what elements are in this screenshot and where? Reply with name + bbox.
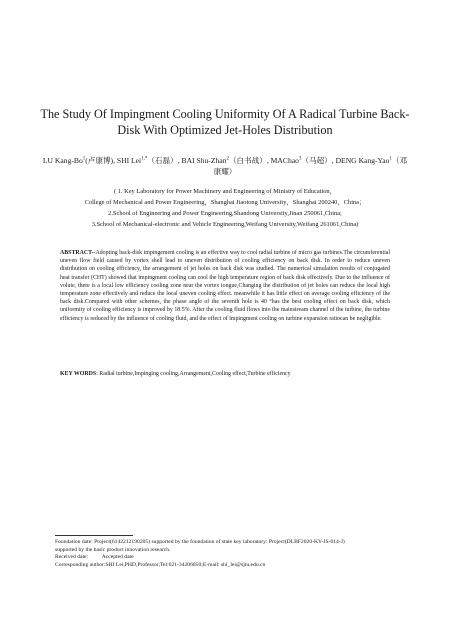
footnote-line: Corresponding author:SHI Lei,PHD,Professor;Tel:021-34206850;E-mail: shi_lei@sjtu.edu.cn bbox=[55, 561, 266, 568]
affiliations bbox=[40, 186, 410, 230]
abstract bbox=[60, 249, 390, 323]
footnotes bbox=[55, 539, 400, 569]
footnote-line: Foundation date: Project(6142212190205) supported by the foundation of state key laboratory: Project(DLBF2020-KY-JS-014-J) bbox=[55, 539, 345, 545]
author: SHI Lei$^{1,*}$（石磊）, bbox=[116, 156, 182, 165]
keywords bbox=[60, 370, 390, 378]
affiliation-line: 3.School of Mechanical-electronic and Vehicle Engineering,Weifang University,Weifang 261061,China) bbox=[91, 221, 359, 228]
keywords-text: : Radial turbine,Impinging cooling,Arrangement,Cooling effect,Turbine efficiency bbox=[96, 371, 291, 377]
keywords-label: KEY WORDS bbox=[60, 371, 97, 377]
abstract-label: ABSTRACT-- bbox=[60, 250, 96, 256]
affiliation-line: College of Mechanical and Power Engineering，Shanghai Jiaotong University，Shanghai 200240，China； bbox=[84, 199, 366, 206]
author: DENG Kang-Yao$^1$（邓康耀） bbox=[213, 156, 408, 176]
author-list bbox=[40, 155, 410, 177]
affiliation-line: ( 1. Key Laboratory for Power Machinery and Engineering of Ministry of Education， bbox=[113, 188, 336, 195]
abstract-text: Adopting back-disk impingement cooling is an effective way to cool radial turbine of micro gas turbines.The circumferential uneven flow field caused by vortex shell lead to uneven distribution of cooling efficiency on back disk. In order to reduce uneven distribution on cooling efficiency, the arrangement of jet holes on back disk was studied. The numerical simulation results of conjugated heat transfer (CHT) showed that impingment cooling can cool the high temperature region of back disk effectively. Due to the influence of volute, there is a local low efficiency cooling zone near the vortex tongue,Changing the distribution of jet holes can reduce the local high temperature zone effectively and reduce the local uneven cooling effect. meanwhile it has little effect on average cooling efficiency of the back disk.Compared with other schemes, the phase angle of the seventh hole is 40 °has the best cooling effect on back disk, which uniformity of cooling efficiency is improved by 18.5%. After the cooling fluid flows into the mainstream channel of the turbine, the turbine efficiency is reduced by the influence of cooling fluid, and the effect of impingment cooling on turbine expansion ratiocan be negligible. bbox=[60, 250, 390, 322]
footnote-divider bbox=[55, 535, 133, 536]
paper-title: The Study Of Impingment Cooling Uniformity Of A Radical Turbine Back-Disk With Optimized Jet-Holes Distribution bbox=[40, 107, 410, 137]
author: BAI Shu-Zhan$^2$（白书战）, bbox=[181, 156, 271, 165]
affiliation-line: 2.School of Engineering and Power Engineering,Shandong University,Jinan 250061,China; bbox=[108, 210, 342, 217]
author: LU Kang-Bo$^1$(卢康博), bbox=[42, 156, 117, 165]
footnote-line: Received date: Accepted date bbox=[55, 554, 134, 561]
author: MAChao$^3$（马超）, bbox=[270, 156, 336, 165]
footnote-line: supported by the basic product innovation research. bbox=[55, 546, 171, 553]
